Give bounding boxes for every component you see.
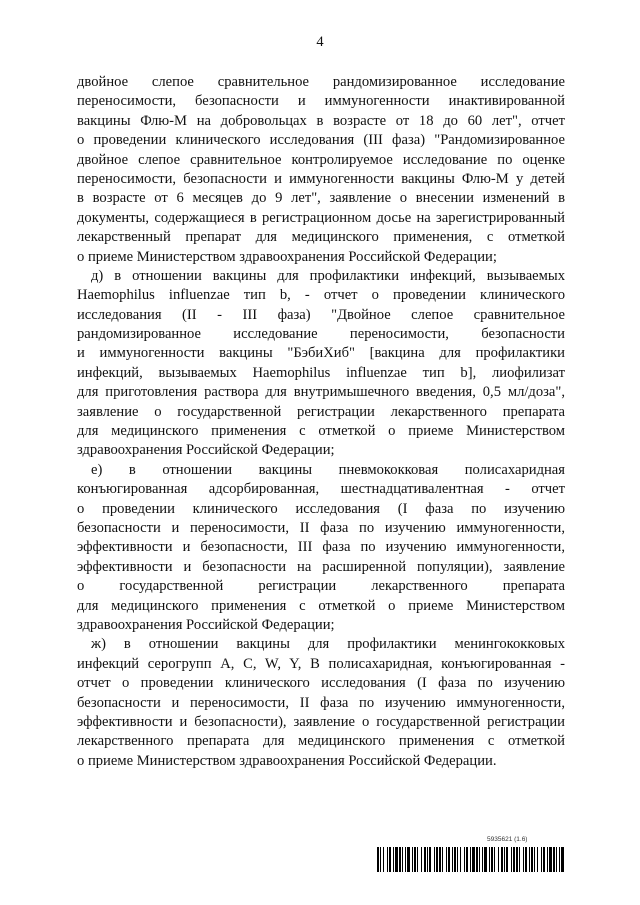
text-line: о проведении клинического исследования (III фаза) "Рандомизированное	[77, 132, 565, 149]
text-line: конъюгированная адсорбированная, шестнадцативалентная - отчет	[77, 481, 565, 498]
text-line: для медицинского применения с отметкой о приеме Министерством	[77, 597, 565, 614]
text-line: ж) в отношении вакцины для профилактики менингококковых	[91, 636, 565, 653]
text-line: двойное слепое сравнительное рандомизированное исследование	[77, 74, 565, 90]
text-line: е) в отношении вакцины пневмококковая полисахаридная	[91, 461, 565, 478]
text-line: отчет о проведении клинического исследования (I фаза по изучению	[77, 675, 565, 692]
text-line: безопасности и переносимости, II фаза по изучению иммуногенности,	[77, 694, 565, 711]
text-line: документы, содержащиеся в регистрационном досье на зарегистрированный	[77, 209, 565, 226]
text-line: лекарственного препарата для медицинского применения с отметкой	[77, 733, 565, 750]
text-line: и иммуногенности вакцины "БэбиХиб" [вакцина для профилактики	[77, 345, 565, 362]
text-line: лекарственный препарат для медицинского применения, с отметкой	[77, 229, 565, 246]
text-line: в возрасте от 6 месяцев до 9 лет", заявление о внесении изменений в	[77, 190, 565, 207]
text-line: о приеме Министерством здравоохранения Российской Федерации.	[77, 752, 497, 769]
text-line: переносимости, безопасности и иммуногенности вакцины Флю-М у детей	[77, 170, 565, 187]
document-body	[77, 73, 565, 771]
page-number: 4	[316, 34, 324, 50]
text-line: для приготовления раствора для внутримышечного введения, 0,5 мл/доза",	[77, 384, 565, 401]
text-line: исследования (II - III фаза) "Двойное слепое сравнительное	[77, 306, 565, 323]
text-line: двойное слепое сравнительное контролируемое исследование по оценке	[77, 151, 565, 168]
text-line: инфекций, вызываемых Haemophilus influenzae тип b], лиофилизат	[77, 364, 565, 381]
document-code: 5935621 (1.6)	[487, 836, 528, 843]
text-line: эффективности и безопасности), заявление о государственной регистрации	[77, 713, 565, 730]
text-line: здравоохранения Российской Федерации;	[77, 616, 335, 633]
text-line: эффективности и безопасности на расширенной популяции), заявление	[77, 558, 565, 575]
text-line: инфекций серогрупп A, C, W, Y, B полисахаридная, конъюгированная -	[77, 655, 565, 672]
text-line: о государственной регистрации лекарственного препарата	[77, 578, 565, 595]
text-line: Haemophilus influenzae тип b, - отчет о проведении клинического	[77, 287, 565, 304]
barcode	[377, 847, 566, 872]
text-line: переносимости, безопасности и иммуногенности инактивированной	[77, 93, 565, 110]
text-line: заявление о государственной регистрации лекарственного препарата	[77, 403, 565, 420]
text-line: д) в отношении вакцины для профилактики инфекций, вызываемых	[91, 267, 565, 284]
text-line: здравоохранения Российской Федерации;	[77, 442, 335, 459]
text-line: о проведении клинического исследования (I фаза по изучению	[77, 500, 565, 517]
text-line: для медицинского применения с отметкой о приеме Министерством	[77, 423, 565, 440]
text-line: безопасности и переносимости, II фаза по изучению иммуногенности,	[77, 519, 565, 536]
text-line: эффективности и безопасности, III фаза по изучению иммуногенности,	[77, 539, 565, 556]
text-line: о приеме Министерством здравоохранения Российской Федерации;	[77, 248, 497, 265]
text-line: рандомизированное исследование переносимости, безопасности	[77, 326, 565, 343]
text-line: вакцины Флю-М на добровольцах в возрасте от 18 до 60 лет", отчет	[77, 112, 565, 129]
